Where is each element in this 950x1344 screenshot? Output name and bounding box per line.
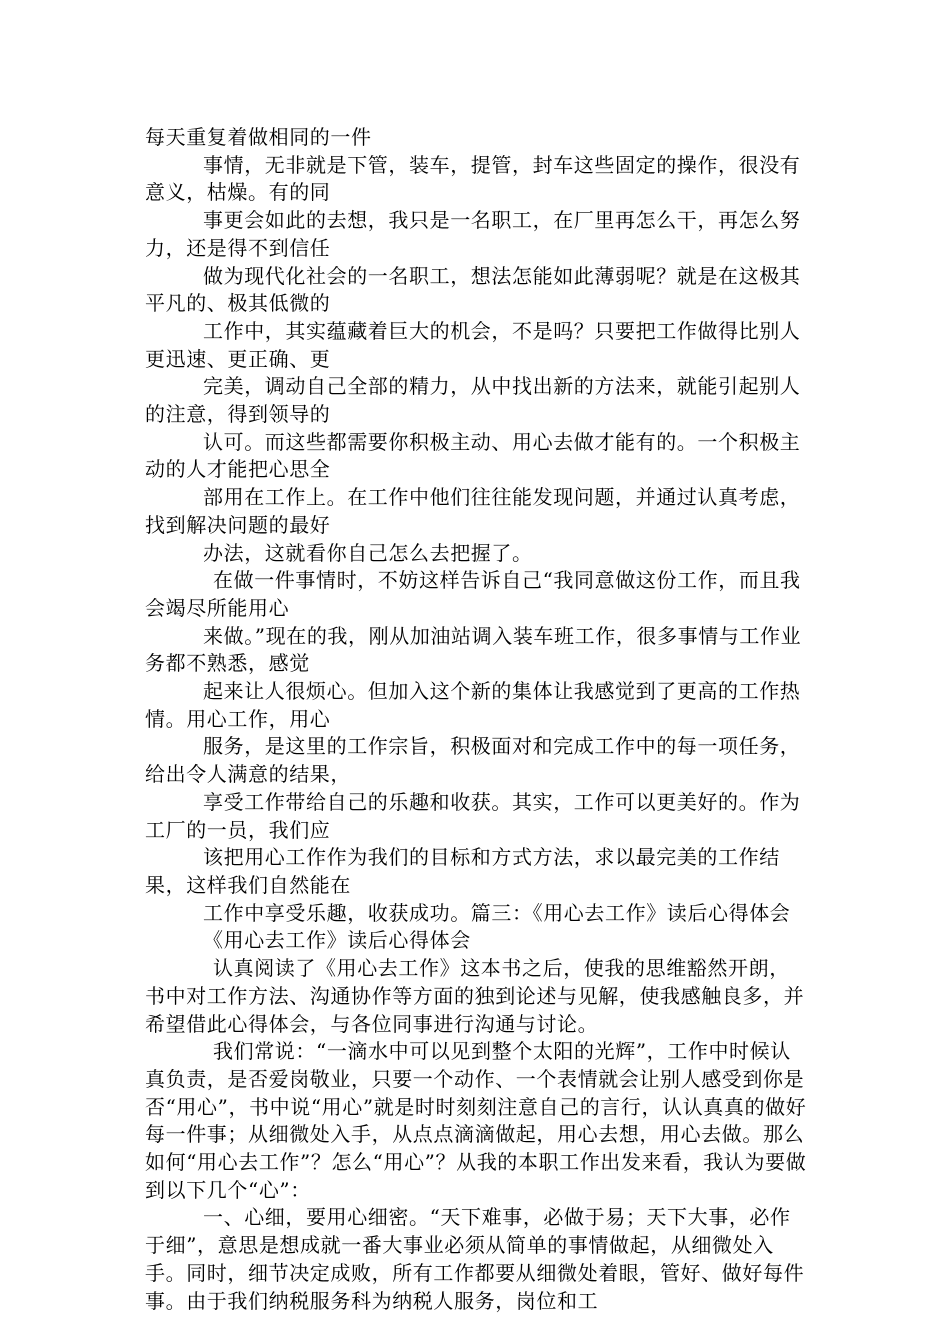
paragraph: 起来让人很烦心。但加入这个新的集体让我感觉到了更高的工作热情。用心工作，用心 (145, 679, 801, 731)
paragraph: 工作中，其实蕴藏着巨大的机会，不是吗？只要把工作做得比别人更迅速、更正确、更 (145, 318, 801, 371)
paragraph: 部用在工作上。在工作中他们往往能发现问题，并通过认真考虑，找到解决问题的最好 (145, 485, 801, 537)
paragraph: 服务，是这里的工作宗旨，积极面对和完成工作中的每一项任务，给出令人满意的结果， (145, 734, 801, 787)
paragraph: 认可。而这些都需要你积极主动、用心去做才能有的。一个积极主动的人才能把心思全 (145, 429, 801, 482)
paragraph: 我们常说：“一滴水中可以见到整个太阳的光辉”，工作中时候认真负责，是否爱岗敬业，只要一个动作、一个表情就会让别人感受到你是否“用心”，书中说“用心”就是时时刻刻注意自己的言行，认认真真的做好每一件事；从细微处入手，从点点滴滴做起，用心去想，用心去做。那么如何“用心去工作”？怎么“用心”？从我的本职工作出发来看，我认为要做到以下几个“心”： (145, 1039, 807, 1202)
document-body (145, 124, 810, 1315)
paragraph: 该把用心工作作为我们的目标和方式方法，求以最完美的工作结果，这样我们自然能在 (145, 845, 780, 897)
paragraph: 事情，无非就是下管，装车，提管，封车这些固定的操作，很没有意义，枯燥。有的同 (145, 152, 801, 205)
paragraph: 在做一件事情时，不妨这样告诉自己“我同意做这份工作，而且我会竭尽所能用心 (145, 568, 801, 620)
paragraph: 认真阅读了《用心去工作》这本书之后，使我的思维豁然开朗，书中对工作方法、沟通协作等方面的独到论述与见解，使我感触良多，并希望借此心得体会，与各位同事进行沟通与讨论。 (145, 956, 805, 1036)
paragraph: 事更会如此的去想，我只是一名职工，在厂里再怎么干，再怎么努力，还是得不到信任 (145, 208, 801, 260)
paragraph: 做为现代化社会的一名职工，想法怎能如此薄弱呢？就是在这极其平凡的、极其低微的 (145, 263, 801, 316)
section-heading: 《用心去工作》读后心得体会 (203, 928, 471, 953)
paragraph: 来做。”现在的我，刚从加油站调入装车班工作，很多事情与工作业务都不熟悉，感觉 (145, 623, 802, 676)
paragraph: 办法，这就看你自己怎么去把握了。 (203, 540, 533, 565)
paragraph: 一、心细，要用心细密。“天下难事，必做于易；天下大事，必作于细”，意思是想成就一番大事业必须从简单的事情做起，从细微处入手。同时，细节决定成败，所有工作都要从细微处着眼，管好、做好每件事。由于我们纳税服务科为纳税人服务，岗位和工 (145, 1205, 805, 1313)
paragraph: 每天重复着做相同的一件 (145, 125, 372, 149)
paragraph: 完美，调动自己全部的精力，从中找出新的方法来，就能引起别人的注意，得到领导的 (145, 374, 801, 427)
paragraph: 享受工作带给自己的乐趣和收获。其实，工作可以更美好的。作为工厂的一员，我们应 (145, 789, 801, 842)
paragraph: 工作中享受乐趣，收获成功。篇三：《用心去工作》读后心得体会 (203, 900, 791, 925)
